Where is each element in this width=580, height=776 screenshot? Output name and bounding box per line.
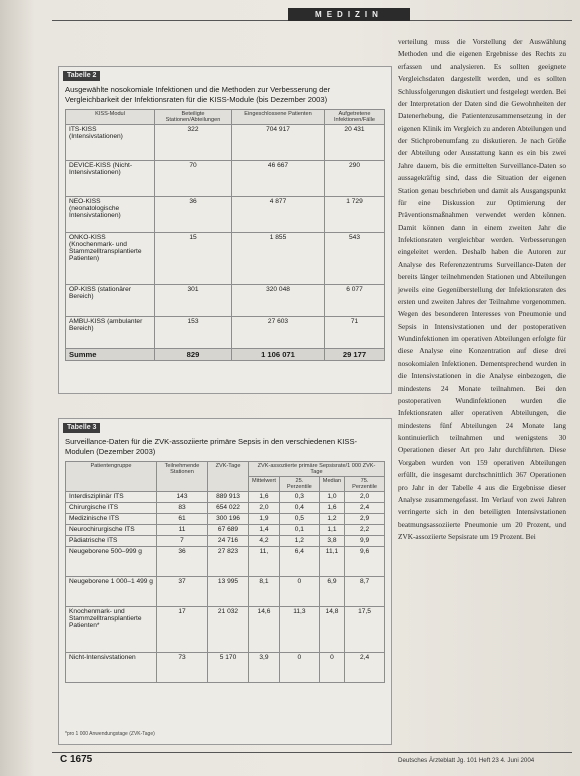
table-cell: 889 913 (208, 492, 249, 503)
table-cell: 36 (157, 547, 208, 577)
table-cell: 11,3 (279, 607, 319, 653)
table-cell: Medizinische ITS (66, 514, 157, 525)
t1-col-patienten: Eingeschlossene Patienten (232, 110, 325, 125)
table-row (66, 525, 385, 536)
t2-col-zvk-tage: ZVK-Tage (208, 462, 249, 492)
table-row (66, 503, 385, 514)
table-cell: 829 (155, 349, 232, 361)
table-cell: 8,7 (345, 577, 385, 607)
table-cell: 0,1 (279, 525, 319, 536)
table-cell: 83 (157, 503, 208, 514)
t2-header-group: ZVK-assoziierte primäre Sepsisrate/1 000 ZVK-Tage (249, 462, 385, 477)
table-cell: 0,4 (279, 503, 319, 514)
table-cell: 17 (157, 607, 208, 653)
table-cell: 14,6 (249, 607, 280, 653)
t1-col-infektionen: Aufgetretene Infektionen/Fälle (325, 110, 385, 125)
table-cell: 11,1 (319, 547, 344, 577)
page-number: C 1675 (60, 754, 93, 765)
table-cell: 24 716 (208, 536, 249, 547)
table-cell: 1,0 (319, 492, 344, 503)
table-cell: 1,4 (249, 525, 280, 536)
t2-col-median: Median (319, 477, 344, 492)
t2-col-stationen: Teilnehmende Stationen (157, 462, 208, 492)
table-cell: Neurochirurgische ITS (66, 525, 157, 536)
table-cell: 67 689 (208, 525, 249, 536)
table-cell: 27 603 (232, 317, 325, 349)
table-cell: 4,2 (249, 536, 280, 547)
table-cell: 13 995 (208, 577, 249, 607)
table-3-box (58, 418, 392, 745)
table-cell: 0,5 (279, 514, 319, 525)
t2-col-gruppe: Patientengruppe (66, 462, 157, 492)
table-cell: 1,6 (319, 503, 344, 514)
body-paragraph: verteilung muss die Vorstellung der Auswählung Methoden und die eigenen Ergebnisse des Rechts zu erfassen und analysieren. Es sollten geeignete Vergleichsdaten dargestellt werden, und es sollten Schlussfolgerungen diskutiert und festgelegt werden. Bei der Interpretation der Daten sind die Gewohnheiten der Datenerhebung, die Patientenzusammensetzung in der eigenen Klinik im Vergleich zu anderen Abteilungen und der Stichprobenumfang zu diskutieren. Je nach Größe der Abteilung oder Ausstattung kann es ein bis zwei Jahre dauern, bis die ermittelten Surveillance-Daten so aussagekräftig sind, dass die Situation der eigenen Station genau beschrieben und damit als Ausgangspunkt für eine Diskussion zur Optimierung der Präventionsmaßnahmen verwendet werden können. Damit können dann in einem zweiten Jahr die Infektionsraten vergleichbar werden. Verbesserungen eingeleitet werden. Deshalb haben die Autoren zur Analyse des Referenzzentrums Surveillance-Daten der bereits länger teilnehmenden Stationen und Abteilungen jeweils eine Gegenüberstellung der Infektionsraten des ersten und zweiten Jahres der Teilnahme vorgenommen. Wegen des besonderen Interesses von Pneumonie und Sepsis in Intensivstationen und der postoperativen Wundinfektionen im operativen Abteilungen erfolgte für diese Analyse eine Konzentration auf diese drei nosokomialen Infektionen. Dementsprechend wurden in die Intensivstationen in die Analyse einbezogen, die mindestens 24 Monate teilnahmen. Bei den postoperativen Wundinfektionen wurden die Infektionsraten aller operativen Abteilungen, die mindestens fünf Abteilungen 24 Monate lang kontinuierlich teilnahmen und wenigstens 30 Operationen dieser Art pro Jahr durchführten. Diese Vorgaben wurden von 159 operativen Abteilungen erfüllt, die insgesamt durchschnittlich 367 Operationen pro Jahr in der Tabelle 4 aus die Ergebnisse dieser Analyse zusammengefasst. Im Verlauf von zwei Jahren verringerte sich in den beteiligten Intensivstationen beatmungsassoziierte Pneumonie um 20 Prozent, und ZVK-assoziierte Sepsisrate um 19 Prozent. Bei (398, 37, 566, 541)
t2-col-mittel: Mittelwert (249, 477, 280, 492)
table-cell: 6 077 (325, 285, 385, 317)
table-cell: 543 (325, 233, 385, 285)
table-cell: 301 (155, 285, 232, 317)
table-cell: 27 823 (208, 547, 249, 577)
table-cell: 1,2 (279, 536, 319, 547)
table-cell: 7 (157, 536, 208, 547)
table-cell: DEVICE-KISS (Nicht-Intensivstationen) (66, 161, 155, 197)
table-3-tag: Tabelle 3 (63, 423, 100, 433)
table-cell: 0 (279, 653, 319, 683)
table-cell: 0 (279, 577, 319, 607)
table-cell: 6,4 (279, 547, 319, 577)
table-cell: 6,9 (319, 577, 344, 607)
table-cell: 15 (155, 233, 232, 285)
table-cell: 37 (157, 577, 208, 607)
table-cell: 21 032 (208, 607, 249, 653)
table-cell: 2,0 (249, 503, 280, 514)
table-cell: 2,0 (345, 492, 385, 503)
table-cell: Pädiatrische ITS (66, 536, 157, 547)
table-cell: Summe (66, 349, 155, 361)
table-row (66, 577, 385, 607)
table-row (66, 492, 385, 503)
table-cell: 2,4 (345, 653, 385, 683)
t2-col-p75: 75. Perzentile (345, 477, 385, 492)
table-2-tag: Tabelle 2 (63, 71, 100, 81)
table-cell: 3,9 (249, 653, 280, 683)
table-cell: 143 (157, 492, 208, 503)
table-cell: 9,6 (345, 547, 385, 577)
table-cell: AMBU-KISS (ambulanter Bereich) (66, 317, 155, 349)
table-cell: 153 (155, 317, 232, 349)
t1-col-modul: KISS-Modul (66, 110, 155, 125)
table-cell: 1 729 (325, 197, 385, 233)
table-row (66, 547, 385, 577)
table-cell: 704 917 (232, 125, 325, 161)
table-cell: 9,9 (345, 536, 385, 547)
table-cell: Chirurgische ITS (66, 503, 157, 514)
table-cell: NEO-KISS (neonatologische Intensivstationen) (66, 197, 155, 233)
table-cell: 0 (319, 653, 344, 683)
table-cell: 17,5 (345, 607, 385, 653)
table-cell: 73 (157, 653, 208, 683)
table-cell: 0,3 (279, 492, 319, 503)
table-row (66, 285, 385, 317)
table-cell: 2,4 (345, 503, 385, 514)
table-cell: 1,9 (249, 514, 280, 525)
table-cell: 290 (325, 161, 385, 197)
table-cell: 71 (325, 317, 385, 349)
table-row (66, 607, 385, 653)
table-cell: 20 431 (325, 125, 385, 161)
table-cell: 1 855 (232, 233, 325, 285)
table-cell: 46 667 (232, 161, 325, 197)
table-2 (65, 109, 385, 361)
table-row (66, 125, 385, 161)
table-cell: 3,8 (319, 536, 344, 547)
table-cell: 11 (157, 525, 208, 536)
table-2-caption: Ausgewählte nosokomiale Infektionen und die Methoden zur Verbesserung der Vergleichbarkeit der Infektionsraten für die KISS-Module (bis Dezember 2003) (65, 85, 331, 104)
table-cell: 5 170 (208, 653, 249, 683)
table-cell: 654 022 (208, 503, 249, 514)
table-cell: 1,2 (319, 514, 344, 525)
table-cell: 61 (157, 514, 208, 525)
t1-col-stationen: Beteiligte Stationen/Abteilungen (155, 110, 232, 125)
table-cell: Interdisziplinär ITS (66, 492, 157, 503)
table-cell: Neugeborene 1 000–1 499 g (66, 577, 157, 607)
table-2-box (58, 66, 392, 394)
table-cell: ONKO-KISS (Knochenmark- und Stammzelltransplantierte Patienten) (66, 233, 155, 285)
table-cell: OP-KISS (stationärer Bereich) (66, 285, 155, 317)
table-3-footnote: *pro 1 000 Anwendungstage (ZVK-Tage) (65, 731, 155, 737)
table-cell: Nicht-Intensivstationen (66, 653, 157, 683)
table-cell: 1 106 071 (232, 349, 325, 361)
running-header (52, 8, 572, 22)
table-cell: 29 177 (325, 349, 385, 361)
table-row (66, 317, 385, 349)
table-total-row (66, 349, 385, 361)
table-row (66, 161, 385, 197)
table-row (66, 653, 385, 683)
table-cell: 14,8 (319, 607, 344, 653)
footer-rule (52, 752, 572, 753)
table-3 (65, 461, 385, 683)
table-row (66, 514, 385, 525)
journal-reference: Deutsches Ärzteblatt Jg. 101 Heft 23 4. Juni 2004 (398, 757, 535, 764)
table-row (66, 536, 385, 547)
table-cell: 4 877 (232, 197, 325, 233)
table-cell: 1,6 (249, 492, 280, 503)
table-row (66, 233, 385, 285)
table-cell: 8,1 (249, 577, 280, 607)
table-cell: Knochenmark- und Stammzelltransplantierte Patienten* (66, 607, 157, 653)
section-rubric: MEDIZIN (288, 8, 410, 21)
table-cell: 300 196 (208, 514, 249, 525)
table-cell: 36 (155, 197, 232, 233)
table-cell: 11, (249, 547, 280, 577)
t2-col-p25: 25. Perzentile (279, 477, 319, 492)
body-column (398, 36, 566, 543)
table-cell: 70 (155, 161, 232, 197)
table-cell: 1,1 (319, 525, 344, 536)
table-cell: ITS-KISS (Intensivstationen) (66, 125, 155, 161)
table-cell: 2,9 (345, 514, 385, 525)
table-cell: 320 048 (232, 285, 325, 317)
table-cell: 2,2 (345, 525, 385, 536)
table-row (66, 197, 385, 233)
table-cell: 322 (155, 125, 232, 161)
table-3-caption: Surveillance-Daten für die ZVK-assoziierte primäre Sepsis in den verschiedenen KISS-Modulen (Dezember 2003) (65, 437, 358, 456)
table-cell: Neugeborene 500–999 g (66, 547, 157, 577)
